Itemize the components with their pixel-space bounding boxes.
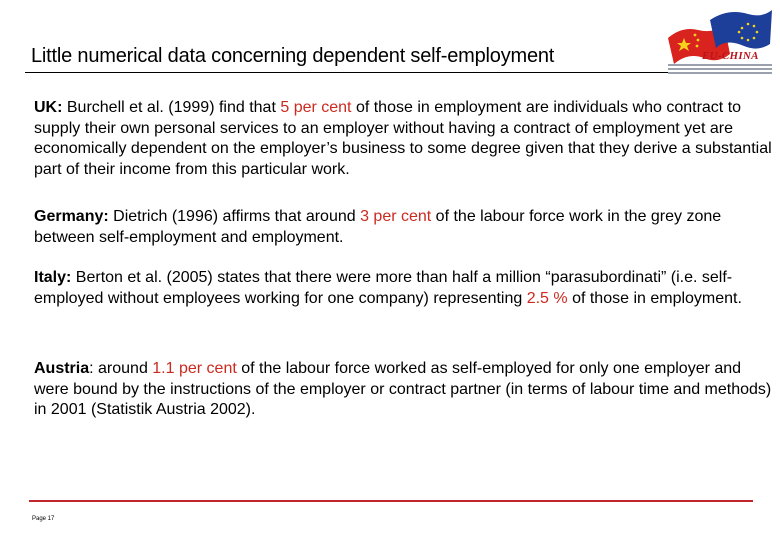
paragraph-text: Burchell et al. (1999) find that [62,99,281,116]
paragraph-lead: Italy: [34,269,72,286]
logo-wordmark: EU-CHINA [702,50,759,62]
paragraph-germany [34,207,776,248]
footer-divider [29,500,753,502]
paragraph-text: of the labour force work in the grey zone between self-employment and employment. [34,208,722,246]
paragraph-italy [34,268,776,309]
logo-subtitle-lines [668,64,772,76]
page-title: Little numerical data concerning dependent self-employment [31,45,555,67]
highlight-figure: 1.1 per cent [152,360,237,377]
paragraph-text: of those in employment. [567,289,742,307]
paragraph-lead: Germany: [34,208,109,225]
paragraph-text: of the labour force worked as self-employed for only one employer and were bound by the instructions of the employer or contract partner (in terms of labour time and methods) in 2001 (Statistik Austria 2002). [34,360,772,418]
paragraph-text: : around [89,360,153,377]
paragraph-text: Dietrich (1996) affirms that around [108,208,361,225]
paragraph-lead: Austria [34,360,90,377]
paragraph-lead: UK: [34,99,63,116]
highlight-figure: 3 per cent [360,208,432,225]
paragraph-uk [34,98,776,180]
paragraph-austria [34,359,776,421]
highlight-figure: 5 per cent [280,99,352,116]
title-underline [25,72,668,73]
eu-flag-icon [710,10,772,49]
paragraph-text: Berton et al. (2005) states that there were more than half a million “parasubordinati” (i.e. self-employed without employees working for one company) representing [34,269,733,307]
page-number: Page 17 [32,516,55,522]
paragraph-text: of those in employment are individuals who contract to supply their own personal services to an employer without having a contract of employment yet are economically dependent on the employer’s business to some degree given that they derive a substantial part of their income from this particular work. [34,99,772,178]
highlight-figure: 2.5 % [526,289,568,307]
